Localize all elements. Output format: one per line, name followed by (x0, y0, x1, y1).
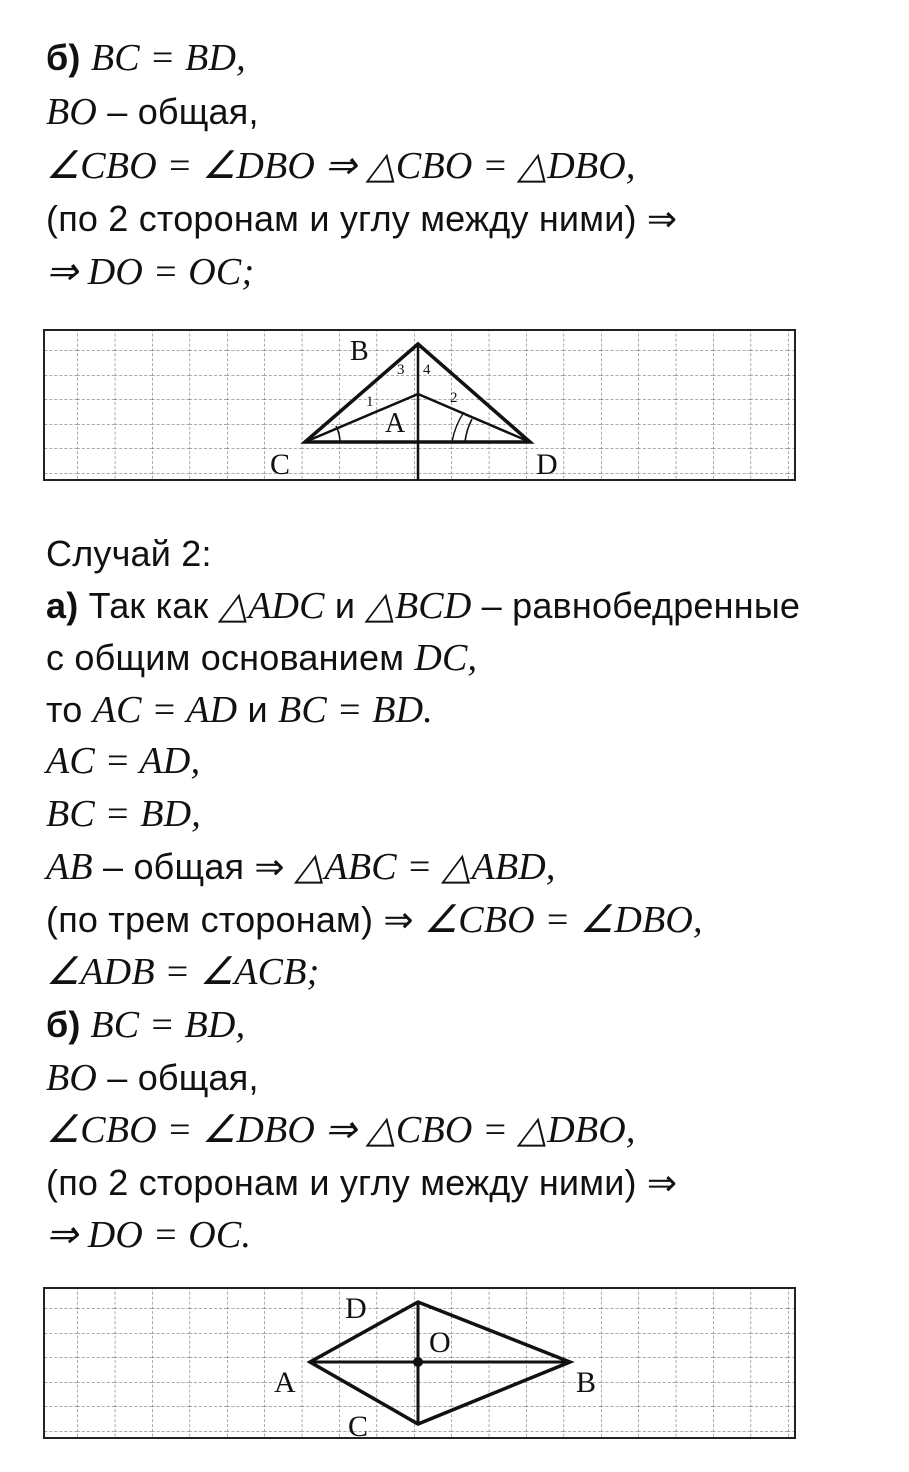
s1-line-5 (46, 250, 254, 294)
math-expr: AC = AD, (46, 740, 201, 782)
math-expr: ⇒ DO = OC. (46, 1214, 252, 1256)
s2-line-10 (46, 1056, 259, 1100)
figure-2-svg (40, 1284, 800, 1444)
grid-background (44, 330, 795, 480)
s2-line-4 (46, 739, 200, 783)
math-expr: BC = BD, (90, 37, 246, 79)
figure-2-rhombus (40, 1284, 800, 1444)
math-expr: ∠ADB = ∠ACB; (46, 951, 320, 993)
text: Так как (78, 585, 219, 626)
s2-line-3 (46, 688, 433, 732)
math-expr: ∠CBO = ∠DBO, (423, 899, 703, 941)
math-expr: AB (46, 846, 93, 888)
text: то (46, 689, 93, 730)
math-expr: AC = AD (92, 689, 238, 731)
label-angle-1: 1 (366, 394, 374, 410)
text: – общая, (97, 91, 259, 132)
text: и (324, 585, 366, 626)
part-b-label: б) (46, 37, 81, 78)
label-o: O (429, 1326, 451, 1359)
label-a: A (385, 408, 406, 439)
s2-line-a (46, 584, 800, 628)
text: с общим основанием (46, 637, 415, 678)
label-a: A (274, 1366, 296, 1399)
math-expr: △ABC = △ABD, (295, 846, 556, 888)
math-expr: △ADC (218, 585, 325, 627)
part-b-label: б) (46, 1004, 81, 1045)
math-expr: BC = BD, (46, 793, 201, 835)
label-d: D (345, 1292, 367, 1325)
label-angle-2: 2 (450, 390, 458, 406)
s2-line-11 (46, 1108, 636, 1152)
math-expr: ⇒ DO = OC; (46, 251, 255, 293)
case-title: Случай 2: (46, 533, 212, 574)
math-expr: DC, (414, 637, 478, 679)
s2-line-7 (46, 898, 703, 942)
point-o (413, 1357, 423, 1367)
label-b: B (350, 336, 369, 367)
s1-line-2 (46, 90, 259, 134)
s2-title (46, 532, 212, 576)
text: (по 2 сторонам и углу между ними) ⇒ (46, 1162, 678, 1203)
text: (по 2 сторонам и углу между ними) ⇒ (46, 198, 678, 239)
text: – равнобедренные (471, 585, 801, 626)
math-expr: ∠CBO = ∠DBO ⇒ △CBO = △DBO, (46, 1109, 636, 1151)
figure-1-triangle (40, 326, 800, 486)
math-expr: BC = BD, (80, 1004, 246, 1046)
label-c: C (270, 448, 291, 481)
text: – общая ⇒ (92, 846, 295, 887)
label-c: C (348, 1410, 369, 1443)
label-angle-4: 4 (423, 362, 431, 378)
s1-line-3 (46, 144, 636, 188)
text: и (237, 689, 279, 730)
math-expr: BO (46, 1057, 98, 1099)
s2-line-12 (46, 1161, 677, 1205)
figure-1-svg (40, 326, 800, 486)
s2-line-6 (46, 845, 556, 889)
text: – общая, (97, 1057, 259, 1098)
label-angle-3: 3 (397, 362, 405, 378)
s2-line-9 (46, 1003, 245, 1047)
s2-line-13 (46, 1213, 251, 1257)
s2-line-5 (46, 792, 201, 836)
s1-line-1 (46, 36, 246, 80)
label-b: B (576, 1366, 597, 1399)
math-expr: △BCD (365, 585, 472, 627)
s1-line-4 (46, 197, 677, 241)
part-a-label: а) (46, 585, 79, 626)
s2-line-8 (46, 950, 319, 994)
s2-line-2 (46, 636, 477, 680)
label-d: D (536, 448, 558, 481)
text: (по трем сторонам) ⇒ (46, 899, 424, 940)
math-expr: ∠CBO = ∠DBO ⇒ △CBO = △DBO, (46, 145, 636, 187)
math-expr: BC = BD. (278, 689, 433, 731)
math-expr: BO (46, 91, 98, 133)
